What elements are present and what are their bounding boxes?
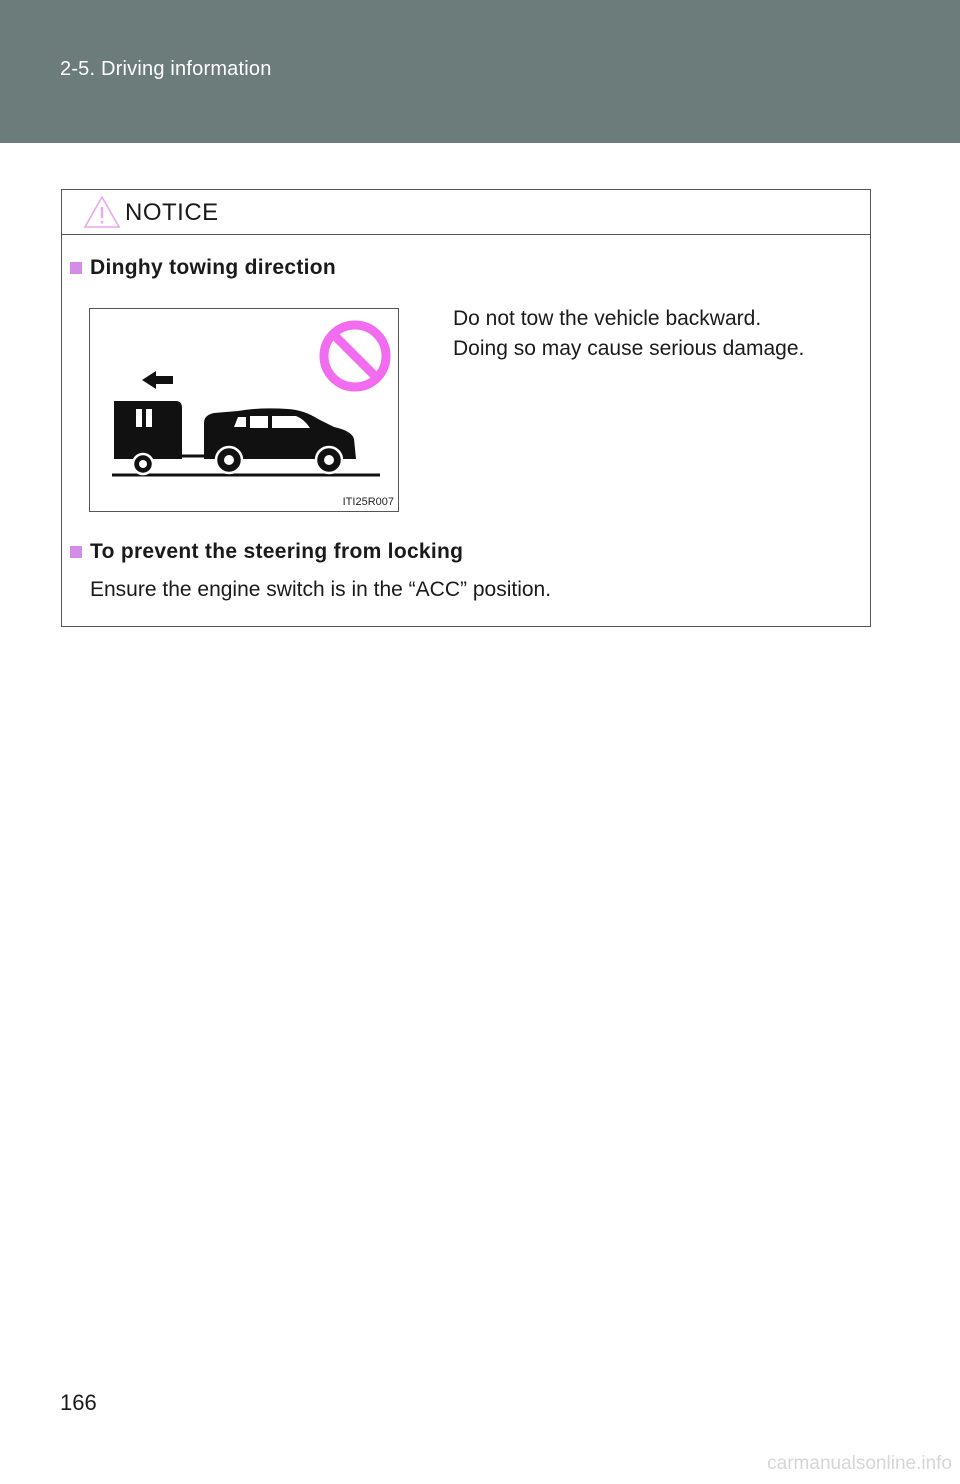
warning-triangle-icon [83, 195, 121, 229]
towing-diagram-svg [90, 309, 398, 511]
watermark: carmanualsonline.info [767, 1453, 952, 1474]
section-title: 2-5. Driving information [60, 58, 272, 80]
subheading-dinghy-towing [70, 256, 336, 280]
bullet-square-icon [70, 546, 82, 558]
towing-illustration [89, 308, 399, 512]
subheading-label: Dinghy towing direction [90, 256, 337, 279]
notice-box [61, 189, 871, 627]
subheading-steering-lock [70, 540, 463, 564]
header-band [0, 0, 960, 143]
towing-warning-text [453, 304, 804, 364]
steering-lock-text: Ensure the engine switch is in the “ACC” position. [90, 578, 552, 601]
arrow-left-icon [142, 371, 173, 389]
prohibition-icon [324, 325, 386, 387]
notice-header [62, 190, 870, 235]
subheading-label: To prevent the steering from locking [90, 540, 464, 563]
notice-title: NOTICE [125, 199, 219, 226]
trailer-shape [114, 401, 206, 474]
warning-line-2: Doing so may cause serious damage. [453, 337, 805, 360]
figure-code: ITI25R007 [342, 496, 394, 508]
page-number: 166 [60, 1390, 97, 1415]
warning-line-1: Do not tow the vehicle backward. [453, 307, 762, 330]
car-shape [204, 408, 356, 473]
bullet-square-icon [70, 262, 82, 274]
